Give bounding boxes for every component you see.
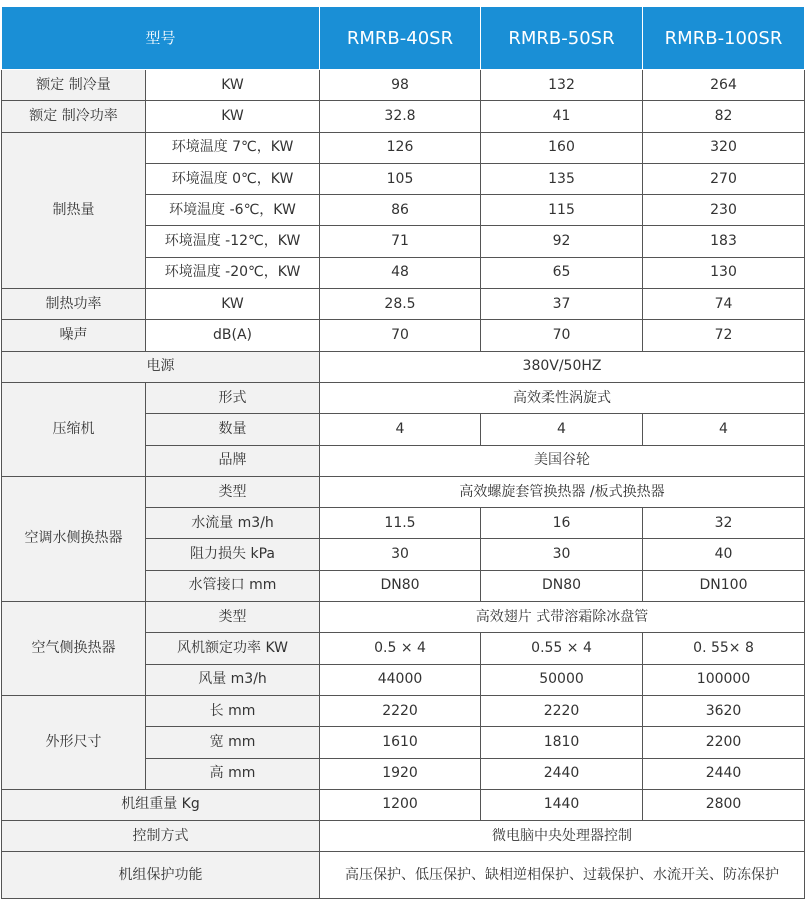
cell-value: 0.5 × 4 [320,633,481,664]
cell-value: 264 [643,70,805,101]
row-unit: KW [146,289,320,320]
cell-value: 130 [643,257,805,288]
row-label: 机组保护功能 [2,852,320,899]
cell-value: 70 [481,320,643,351]
row-label: 制热量 [2,132,146,288]
cell-value: 135 [481,163,643,194]
cell-value: 30 [481,539,643,570]
cell-value: 1440 [481,789,643,820]
table-row [2,382,805,413]
cell-value: 320 [643,132,805,163]
cell-value: 高效螺旋套管换热器 /板式换热器 [320,476,805,507]
cell-value: 105 [320,163,481,194]
row-condition: 环境温度 7℃，KW [146,132,320,163]
cell-value: 32 [643,508,805,539]
row-sublabel: 风机额定功率 KW [146,633,320,664]
spec-table [1,6,805,899]
table-row [2,602,805,633]
cell-value: 270 [643,163,805,194]
cell-value: 2800 [643,789,805,820]
table-row [2,101,805,132]
model-name: RMRB-50SR [481,7,643,70]
cell-value: 4 [320,414,481,445]
row-label: 控制方式 [2,821,320,852]
table-row [2,821,805,852]
cell-value: 82 [643,101,805,132]
cell-value: 86 [320,195,481,226]
row-sublabel: 类型 [146,476,320,507]
cell-value: 28.5 [320,289,481,320]
table-row [2,476,805,507]
cell-value: 1810 [481,727,643,758]
row-sublabel: 风量 m3/h [146,664,320,695]
table-row [2,789,805,820]
cell-value: 4 [643,414,805,445]
cell-value: 48 [320,257,481,288]
row-unit: KW [146,101,320,132]
cell-value: 高压保护、低压保护、缺相逆相保护、过载保护、水流开关、防冻保护 [320,852,805,899]
cell-value: 183 [643,226,805,257]
cell-value: 16 [481,508,643,539]
table-row [2,351,805,382]
row-sublabel: 宽 mm [146,727,320,758]
model-name: RMRB-40SR [320,7,481,70]
cell-value: 30 [320,539,481,570]
row-sublabel: 阻力损失 kPa [146,539,320,570]
cell-value: 132 [481,70,643,101]
table-row [2,132,805,163]
row-condition: 环境温度 -6℃，KW [146,195,320,226]
row-sublabel: 高 mm [146,758,320,789]
cell-value: 65 [481,257,643,288]
cell-value: 微电脑中央处理器控制 [320,821,805,852]
cell-value: 美国谷轮 [320,445,805,476]
cell-value: 1200 [320,789,481,820]
cell-value: 74 [643,289,805,320]
table-row [2,852,805,899]
cell-value: 100000 [643,664,805,695]
cell-value: 1920 [320,758,481,789]
cell-value: 115 [481,195,643,226]
cell-value: 32.8 [320,101,481,132]
row-sublabel: 水管接口 mm [146,570,320,601]
cell-value: 40 [643,539,805,570]
cell-value: 126 [320,132,481,163]
row-label: 制热功率 [2,289,146,320]
cell-value: 71 [320,226,481,257]
cell-value: 2220 [320,695,481,726]
cell-value: 0. 55× 8 [643,633,805,664]
cell-value: DN80 [481,570,643,601]
row-label: 压缩机 [2,382,146,476]
cell-value: 37 [481,289,643,320]
row-label: 机组重量 Kg [2,789,320,820]
row-label: 额定 制冷功率 [2,101,146,132]
cell-value: 44000 [320,664,481,695]
cell-value: 1610 [320,727,481,758]
cell-value: 2440 [481,758,643,789]
cell-value: 380V/50HZ [320,351,805,382]
cell-value: 2440 [643,758,805,789]
row-label: 额定 制冷量 [2,70,146,101]
cell-value: 11.5 [320,508,481,539]
table-row [2,289,805,320]
cell-value: 4 [481,414,643,445]
table-row [2,320,805,351]
cell-value: 230 [643,195,805,226]
table-row [2,70,805,101]
cell-value: 160 [481,132,643,163]
row-label: 电源 [2,351,320,382]
cell-value: 70 [320,320,481,351]
row-sublabel: 长 mm [146,695,320,726]
cell-value: 50000 [481,664,643,695]
row-sublabel: 水流量 m3/h [146,508,320,539]
cell-value: 72 [643,320,805,351]
row-label: 噪声 [2,320,146,351]
model-header: 型号 [2,7,320,70]
row-label: 空气侧换热器 [2,602,146,696]
row-sublabel: 形式 [146,382,320,413]
cell-value: 2200 [643,727,805,758]
cell-value: 高效柔性涡旋式 [320,382,805,413]
row-label: 外形尺寸 [2,695,146,789]
row-condition: 环境温度 -12℃，KW [146,226,320,257]
row-sublabel: 数量 [146,414,320,445]
cell-value: DN80 [320,570,481,601]
row-label: 空调水侧换热器 [2,476,146,601]
cell-value: 2220 [481,695,643,726]
model-name: RMRB-100SR [643,7,805,70]
cell-value: 高效翅片 式带溶霜除冰盘管 [320,602,805,633]
row-condition: 环境温度 0℃，KW [146,163,320,194]
cell-value: DN100 [643,570,805,601]
header-row [2,7,805,70]
row-sublabel: 类型 [146,602,320,633]
table-row [2,695,805,726]
cell-value: 92 [481,226,643,257]
cell-value: 41 [481,101,643,132]
row-unit: dB(A) [146,320,320,351]
row-unit: KW [146,70,320,101]
cell-value: 3620 [643,695,805,726]
cell-value: 0.55 × 4 [481,633,643,664]
row-condition: 环境温度 -20℃，KW [146,257,320,288]
cell-value: 98 [320,70,481,101]
row-sublabel: 品牌 [146,445,320,476]
